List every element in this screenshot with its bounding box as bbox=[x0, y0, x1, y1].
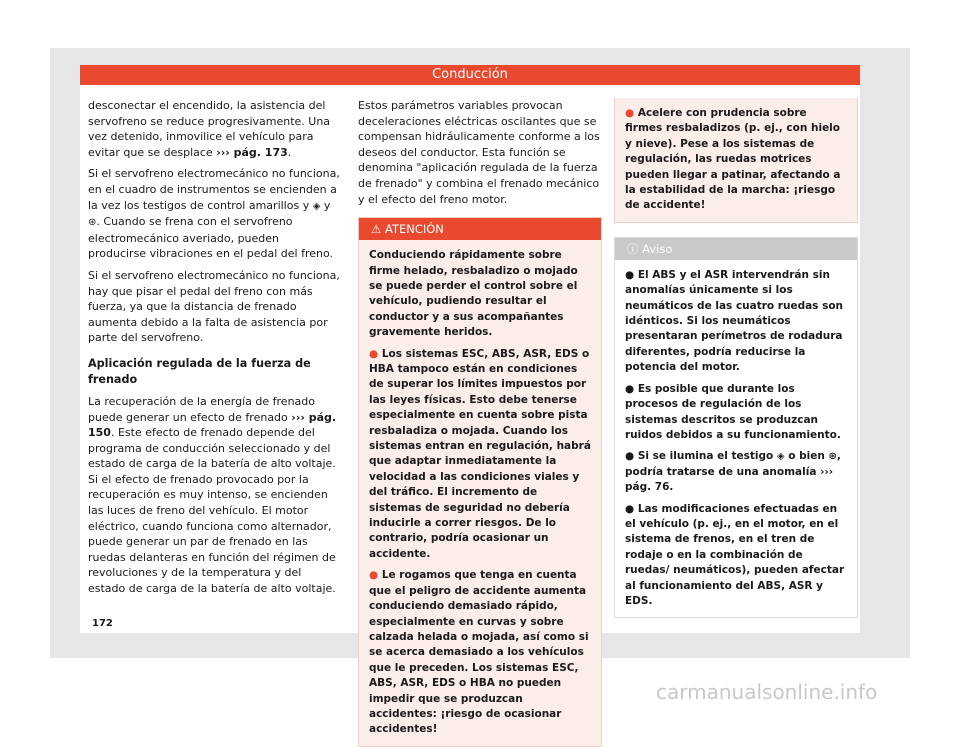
paragraph: desconectar el encendido, la asistencia del servofreno se reduce progresivamente. Una vez detenido, inmovilice el vehículo para evitar que se desplace ››› pág. 173. bbox=[88, 99, 331, 159]
note-body bbox=[615, 260, 857, 618]
list-item: ● Es posible que durante los procesos de regulación de los sistemas descritos se produzcan ruidos debidos a su funcionamiento. bbox=[625, 382, 841, 441]
list-item: ● Los sistemas ESC, ABS, ASR, EDS o HBA tampoco están en condiciones de superar los límites impuestos por las leyes físicas. Esto debe tenerse especialmente en cuenta sobre pista resbaladiza o mojada. Cuando los sistemas entran en regulación, habrá que adaptar inmediatamente la velocidad a las condiciones viales y del tráfico. El incremento de sistemas de seguridad no debería inducirle a correr riesgos. De lo contrario, podría ocasionar un accidente. bbox=[369, 347, 591, 560]
warning-box-continued bbox=[614, 98, 858, 223]
list-item: ● El ABS y el ASR intervendrán sin anomalías únicamente si los neumáticos de las cuatro ruedas son idénticos. Si los neumáticos presentaran perímetros de rodadura diferentes, podría reducirse la potencia del motor. bbox=[625, 268, 844, 374]
list-item: ● Las modificaciones efectuadas en el vehículo (p. ej., en el motor, en el sistema de frenos, en el tren de rodaje o en la combinación de ruedas/ neumáticos), pueden afectar al funcionamiento del ABS, ASR y EDS. bbox=[625, 502, 845, 607]
column-3 bbox=[614, 98, 858, 618]
list-item: ● Si se ilumina el testigo ◈ o bien ⊛, podría tratarse de una anomalía ››› pág. 76. bbox=[625, 450, 841, 494]
bullet-icon: ● bbox=[369, 569, 379, 582]
page-ref-link[interactable]: ››› pág. 173 bbox=[216, 145, 288, 159]
paragraph: La recuperación de la energía de frenado puede generar un efecto de frenado ››› pág. 150. Este efecto de frenado depende del programa de conducción seleccionado y del estado de carga de la batería de alto voltaje. Si el efecto de frenado provocado por la recuperación es muy intenso, se encienden las luces de freno del vehículo. El motor eléctrico, cuando funciona como alternador, puede generar un par de frenado en las ruedas delanteras en función del régimen de revoluciones y de la temperatura y del estado de carga de la batería de alto voltaje. bbox=[88, 394, 337, 596]
page-ref-link[interactable]: ››› pág. 76 bbox=[625, 465, 834, 494]
paragraph: Estos parámetros variables provocan deceleraciones eléctricas oscilantes que se compensan hidráulicamente conforme a los deseos del conductor. Esta función se denomina "aplicación regulada de la fuerza de frenado" y combina el frenado mecánico y el efecto del freno motor. bbox=[358, 99, 600, 206]
traction-warning-icon: ◈ bbox=[312, 200, 321, 212]
paragraph: Si el servofreno electromecánico no funciona, hay que pisar el pedal del freno con más fuerza, ya que la distancia de frenado aumenta debido a la falta de asistencia por parte del servofreno. bbox=[88, 268, 340, 345]
watermark-logo: carmanualsonline.info bbox=[656, 680, 878, 704]
page-header: Conducción bbox=[80, 65, 860, 85]
traction-warning-icon: ◈ bbox=[776, 451, 785, 463]
column-2 bbox=[358, 98, 602, 747]
abs-warning-icon: ⊛ bbox=[88, 217, 97, 229]
warning-body bbox=[615, 98, 857, 222]
warning-icon: ⚠ bbox=[371, 222, 382, 237]
warning-box bbox=[358, 217, 602, 747]
list-item: ● Le rogamos que tenga en cuenta que el peligro de accidente aumenta conduciendo demasiado rápido, especialmente en curvas y sobre calzada helada o mojada, así como si se acerca demasiado a los vehículos que le preceden. Los sistemas ESC, ABS, ASR, EDS o HBA no pueden impedir que se produzcan accidentes: ¡riesgo de ocasionar accidentes! bbox=[369, 569, 589, 736]
warning-title: ⚠ ATENCIÓN bbox=[359, 218, 601, 240]
page-ref-link[interactable]: ››› pág. 150 bbox=[88, 410, 337, 440]
note-title: ⓘ Aviso bbox=[615, 238, 857, 260]
bullet-icon: ● bbox=[369, 347, 379, 360]
note-box bbox=[614, 237, 858, 619]
column-1 bbox=[88, 98, 340, 603]
paragraph: Si el servofreno electromecánico no funciona, en el cuadro de instrumentos se encienden a la vez los testigos de control amarillos y ◈ y ⊛. Cuando se frena con el servofreno electromecánico averiado, pueden producirse vibraciones en el pedal del freno. bbox=[88, 167, 340, 261]
section-heading: Aplicación regulada de la fuerza de frenado bbox=[88, 356, 311, 386]
list-item: ● Acelere con prudencia sobre firmes resbaladizos (p. ej., con hielo y nieve). Pese a los sistemas de regulación, las ruedas motrices pueden llegar a patinar, afectando a la estabilidad de la marcha: ¡riesgo de accidente! bbox=[625, 107, 841, 212]
warning-body: Conduciendo rápidamente sobre firme helado, resbaladizo o mojado se puede perder el control sobre el vehículo, pudiendo resultar el conductor y a sus acompañantes gravemente heridos. ● Los sistemas ESC, ABS, ASR, EDS o HBA tampoco están en condiciones de superar los límites impuestos por las leyes físicas. Esto debe tenerse especialmente en cuenta sobre pista resbaladiza o mojada. Cuando los sistemas entran en regulación, habrá que adaptar inmediatamente la velocidad a las condiciones viales y del tráfico. El incremento de sistemas de seguridad no debería inducirle a correr riesgos. De lo contrario, podría ocasionar un accidente. ● Le rogamos que tenga en cuenta que el peligro de accidente aumenta conduciendo demasiado rápido, especialmente en curvas y sobre calzada helada o mojada, así como si se acerca demasiado a los vehículos que le preceden. Los sistemas ESC, ABS, ASR, EDS o HBA no pueden impedir que se produzcan accidentes: ¡riesgo de ocasionar accidentes! bbox=[359, 240, 601, 746]
page-number: 172 bbox=[92, 618, 113, 629]
abs-warning-icon: ⊛ bbox=[828, 451, 837, 463]
bullet-icon: ● bbox=[625, 107, 635, 119]
info-icon: ⓘ bbox=[627, 241, 639, 256]
